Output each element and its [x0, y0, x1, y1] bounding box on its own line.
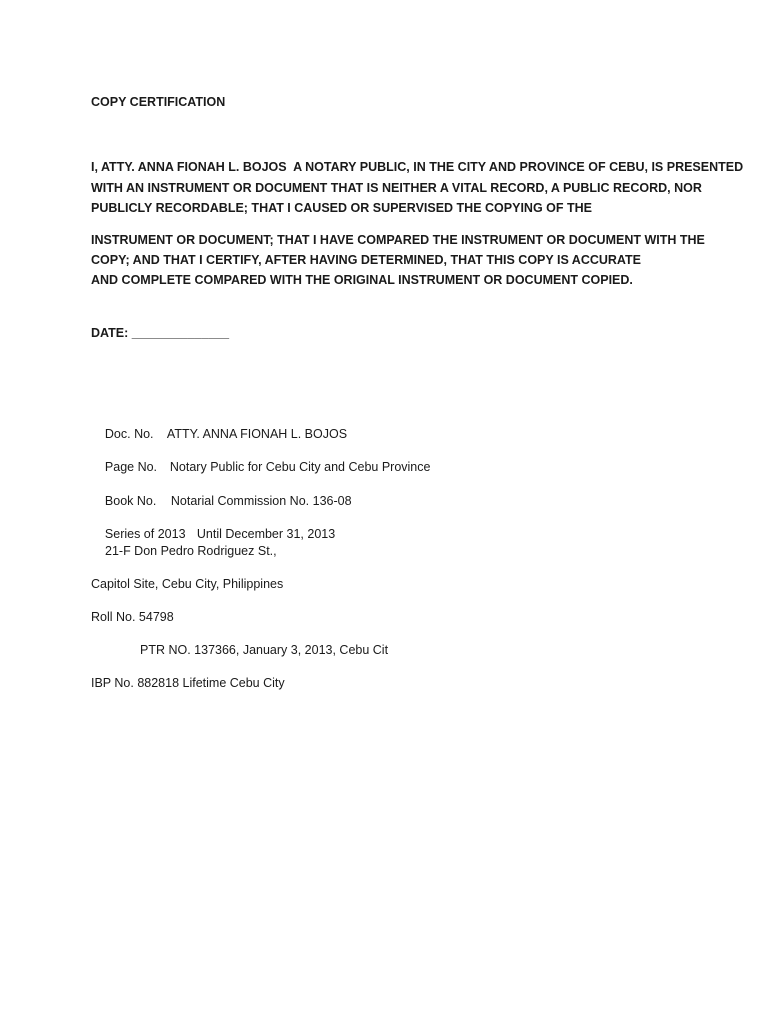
- ptr-number: PTR NO. 137366, January 3, 2013, Cebu Cit: [140, 643, 389, 657]
- notarial-commission: Notarial Commission No. 136-08: [170, 494, 352, 508]
- office-address: 21-F Don Pedro Rodriguez St.,: [105, 544, 277, 558]
- certification-text-line: PUBLICLY RECORDABLE; THAT I CAUSED OR SUPERVISED THE COPYING OF THE: [91, 201, 592, 215]
- office-city: Capitol Site, Cebu City, Philippines: [91, 577, 284, 591]
- doc-number-label: Doc. No.: [104, 427, 154, 441]
- ibp-number: IBP No. 882818 Lifetime Cebu City: [91, 676, 285, 690]
- series-label: Series of 2013: [104, 527, 186, 541]
- document-title: COPY CERTIFICATION: [91, 95, 226, 109]
- certification-text-line: COPY; AND THAT I CERTIFY, AFTER HAVING DETERMINED, THAT THIS COPY IS ACCURATE: [91, 253, 642, 267]
- notary-name: ATTY. ANNA FIONAH L. BOJOS: [166, 427, 348, 441]
- commission-expiry: Until December 31, 2013: [196, 527, 336, 541]
- certification-text-line: INSTRUMENT OR DOCUMENT; THAT I HAVE COMPARED THE INSTRUMENT OR DOCUMENT WITH THE: [91, 233, 705, 247]
- page-number-label: Page No.: [104, 460, 158, 474]
- certification-text-line: WITH AN INSTRUMENT OR DOCUMENT THAT IS NEITHER A VITAL RECORD, A PUBLIC RECORD, NOR: [91, 181, 702, 195]
- certification-text-line: I, ATTY. ANNA FIONAH L. BOJOS A NOTARY PUBLIC, IN THE CITY AND PROVINCE OF CEBU, IS PRESENTED: [91, 160, 744, 174]
- notary-jurisdiction: Notary Public for Cebu City and Cebu Province: [169, 460, 431, 474]
- roll-number: Roll No. 54798: [91, 610, 174, 624]
- book-number-label: Book No.: [104, 494, 157, 508]
- certification-text-line: AND COMPLETE COMPARED WITH THE ORIGINAL INSTRUMENT OR DOCUMENT COPIED.: [91, 273, 633, 287]
- date-line: DATE: ______________: [91, 326, 230, 340]
